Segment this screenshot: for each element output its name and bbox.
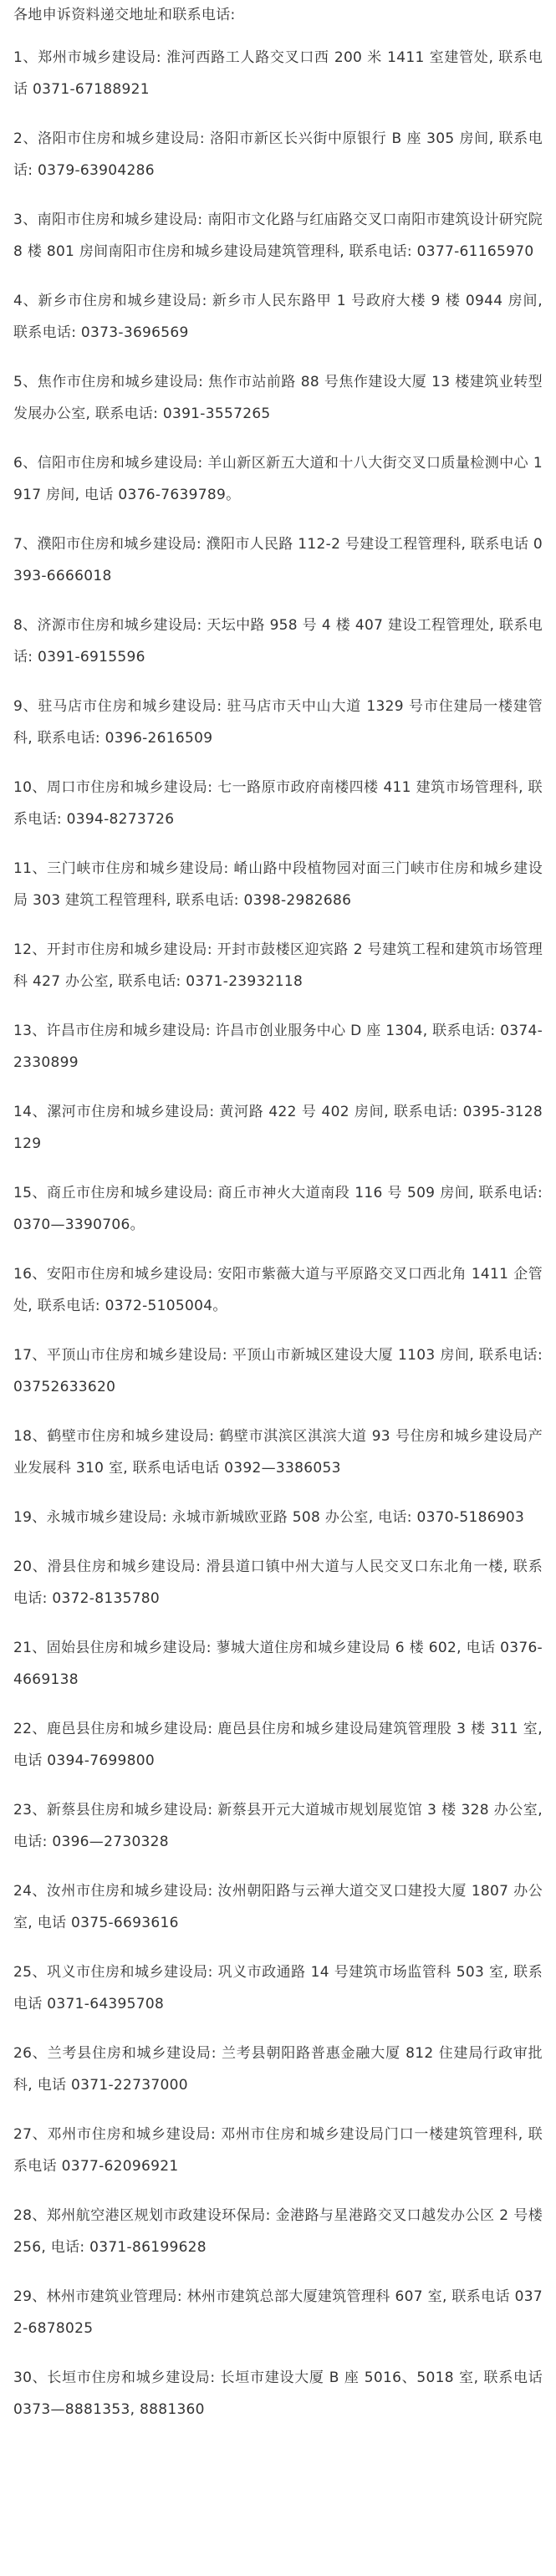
list-item: 21、固始县住房和城乡建设局: 蓼城大道住房和城乡建设局 6 楼 602, 电话 0376-4669138 — [13, 1640, 543, 1688]
list-item: 25、巩义市住房和城乡建设局: 巩义市政通路 14 号建筑市场监管科 503 室, 联系电话 0371-64395708 — [13, 1964, 543, 2012]
list-item: 12、开封市住房和城乡建设局: 开封市鼓楼区迎宾路 2 号建筑工程和建筑市场管理科 427 办公室, 联系电话: 0371-23932118 — [13, 941, 543, 990]
document-intro: 各地申诉资料递交地址和联系电话: — [13, 7, 236, 23]
list-item: 16、安阳市住房和城乡建设局: 安阳市紫薇大道与平原路交叉口西北角 1411 企管处, 联系电话: 0372-5105004。 — [13, 1266, 543, 1314]
list-item: 7、濮阳市住房和城乡建设局: 濮阳市人民路 112-2 号建设工程管理科, 联系电话 0393-6666018 — [13, 536, 543, 584]
list-item: 20、滑县住房和城乡建设局: 滑县道口镇中州大道与人民交叉口东北角一楼, 联系电话: 0372-8135780 — [13, 1558, 543, 1607]
list-item: 2、洛阳市住房和城乡建设局: 洛阳市新区长兴街中原银行 B 座 305 房间, 联系电话: 0379-63904286 — [13, 130, 543, 179]
list-item: 3、南阳市住房和城乡建设局: 南阳市文化路与红庙路交叉口南阳市建筑设计研究院 8 楼 801 房间南阳市住房和城乡建设局建筑管理科, 联系电话: 0377-61165970 — [13, 212, 543, 260]
list-item: 9、驻马店市住房和城乡建设局: 驻马店市天中山大道 1329 号市住建局一楼建管科, 联系电话: 0396-2616509 — [13, 698, 543, 747]
list-item: 10、周口市住房和城乡建设局: 七一路原市政府南楼四楼 411 建筑市场管理科, 联系电话: 0394-8273726 — [13, 779, 543, 828]
list-item: 26、兰考县住房和城乡建设局: 兰考县朝阳路普惠金融大厦 812 住建局行政审批科, 电话 0371-22737000 — [13, 2045, 543, 2094]
list-item: 13、许昌市住房和城乡建设局: 许昌市创业服务中心 D 座 1304, 联系电话: 0374-2330899 — [13, 1023, 543, 1071]
list-item: 5、焦作市住房和城乡建设局: 焦作市站前路 88 号焦作建设大厦 13 楼建筑业转型发展办公室, 联系电话: 0391-3557265 — [13, 374, 543, 422]
list-item: 14、漯河市住房和城乡建设局: 黄河路 422 号 402 房间, 联系电话: 0395-3128129 — [13, 1104, 543, 1152]
list-item: 18、鹤壁市住房和城乡建设局: 鹤壁市淇滨区淇滨大道 93 号住房和城乡建设局产业发展科 310 室, 联系电话电话 0392—3386053 — [13, 1428, 543, 1477]
list-item: 15、商丘市住房和城乡建设局: 商丘市神火大道南段 116 号 509 房间, 联系电话: 0370—3390706。 — [13, 1185, 543, 1233]
list-item: 17、平顶山市住房和城乡建设局: 平顶山市新城区建设大厦 1103 房间, 联系电话: 03752633620 — [13, 1347, 543, 1395]
list-item: 22、鹿邑县住房和城乡建设局: 鹿邑县住房和城乡建设局建筑管理股 3 楼 311 室, 电话 0394-7699800 — [13, 1721, 543, 1769]
list-item: 24、汝州市住房和城乡建设局: 汝州朝阳路与云禅大道交叉口建投大厦 1807 办公室, 电话 0375-6693616 — [13, 1883, 543, 1931]
list-item: 29、林州市建筑业管理局: 林州市建筑总部大厦建筑管理科 607 室, 联系电话 0372-6878025 — [13, 2288, 543, 2337]
list-item: 1、郑州市城乡建设局: 淮河西路工人路交叉口西 200 米 1411 室建管处, 联系电话 0371-67188921 — [13, 49, 543, 98]
list-item: 23、新蔡县住房和城乡建设局: 新蔡县开元大道城市规划展览馆 3 楼 328 办公室, 电话: 0396—2730328 — [13, 1802, 543, 1850]
list-item: 8、济源市住房和城乡建设局: 天坛中路 958 号 4 楼 407 建设工程管理处, 联系电话: 0391-6915596 — [13, 617, 543, 666]
list-item: 28、郑州航空港区规划市政建设环保局: 金港路与星港路交叉口越发办公区 2 号楼 256, 电话: 0371-86199628 — [13, 2207, 543, 2256]
list-item: 30、长垣市住房和城乡建设局: 长垣市建设大厦 B 座 5016、5018 室, 联系电话 0373—8881353, 8881360 — [13, 2369, 543, 2418]
list-item: 27、邓州市住房和城乡建设局: 邓州市住房和城乡建设局门口一楼建筑管理科, 联系电话 0377-62096921 — [13, 2126, 543, 2175]
list-item: 6、信阳市住房和城乡建设局: 羊山新区新五大道和十八大街交叉口质量检测中心 1917 房间, 电话 0376-7639789。 — [13, 455, 543, 503]
list-item: 19、永城市城乡建设局: 永城市新城欧亚路 508 办公室, 电话: 0370-5186903 — [13, 1509, 525, 1526]
list-item: 4、新乡市住房和城乡建设局: 新乡市人民东路甲 1 号政府大楼 9 楼 0944 房间, 联系电话: 0373-3696569 — [13, 293, 543, 341]
list-item: 11、三门峡市住房和城乡建设局: 崤山路中段植物园对面三门峡市住房和城乡建设局 303 建筑工程管理科, 联系电话: 0398-2982686 — [13, 860, 543, 909]
office-list — [13, 42, 543, 2426]
